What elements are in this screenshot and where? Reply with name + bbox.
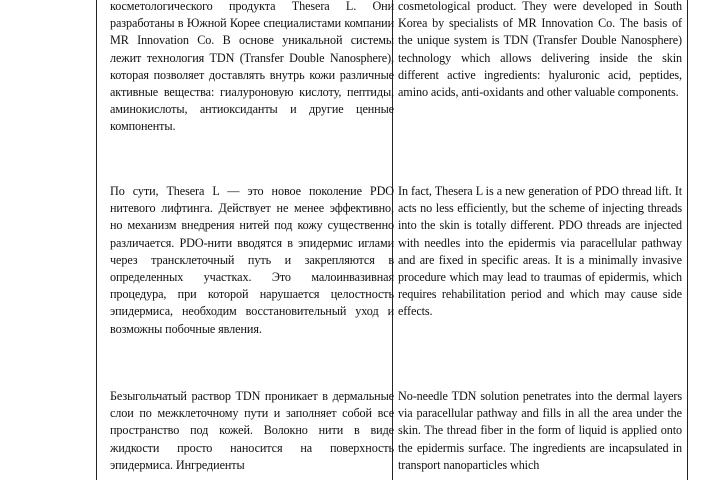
russian-paragraph-1: косметологического продукта Thesera L. Они разработаны в Южной Корее специалистами компании MR Innovation Co. В основе уникальной системы лежит технология TDN (Transfer Double Nanosphere), которая позволяет доставлять внутрь кожи различные активные вещества: гиалуроновую кислоту, пептиды, аминокислоты, антиоксиданты и другие ценные компоненты. (110, 0, 394, 134)
english-paragraph-3: No-needle TDN solution penetrates into the dermal layers via paracellular pathway and fills in all the area under the skin. The thread fiber in the form of liquid is applied onto the epidermis surface. The ingredients are incapsulated in transport nanoparticles which (398, 389, 682, 472)
russian-paragraph-2: По сути, Thesera L — это новое поколение PDO нитевого лифтинга. Действует не менее эффективно, но механизм внедрения нитей под кожу существенно различается. PDO-нити вводятся в эпидермис иглами через трансклеточный путь и закрепляются в определенных участках. Это малоинвазивная процедура, при которой нарушается целостность эпидермиса, необходим восстановительный уход и возможны побочные явления. (110, 184, 394, 336)
russian-paragraph-3: Безыгольчатый раствор TDN проникает в дермальные слои по межклеточному пути и заполняет собой все пространство под кожей. Волокно нити в виде жидкости просто наносится на поверхность эпидермиса. Ингредиенты (110, 389, 394, 472)
english-paragraph-1: cosmetological product. They were developed in South Korea by specialists of MR Innovation Co. The basis of the unique system is TDN (Transfer Double Nanosphere) technology which allows delivering inside the skin different active ingredients: hyaluronic acid, peptides, amino acids, anti-oxidants and other valuable components. (398, 0, 682, 100)
english-paragraph-2: In fact, Thesera L is a new generation of PDO thread lift. It acts no less efficiently, but the scheme of injecting threads into the skin is totally different. PDO threads are injected with needles into the epidermis via paracellular pathway and are fixed in specific areas. It is a minimally invasive procedure which may lead to traumas of epidermis, which requires rehabilitation period and which may cause side effects. (398, 184, 682, 319)
